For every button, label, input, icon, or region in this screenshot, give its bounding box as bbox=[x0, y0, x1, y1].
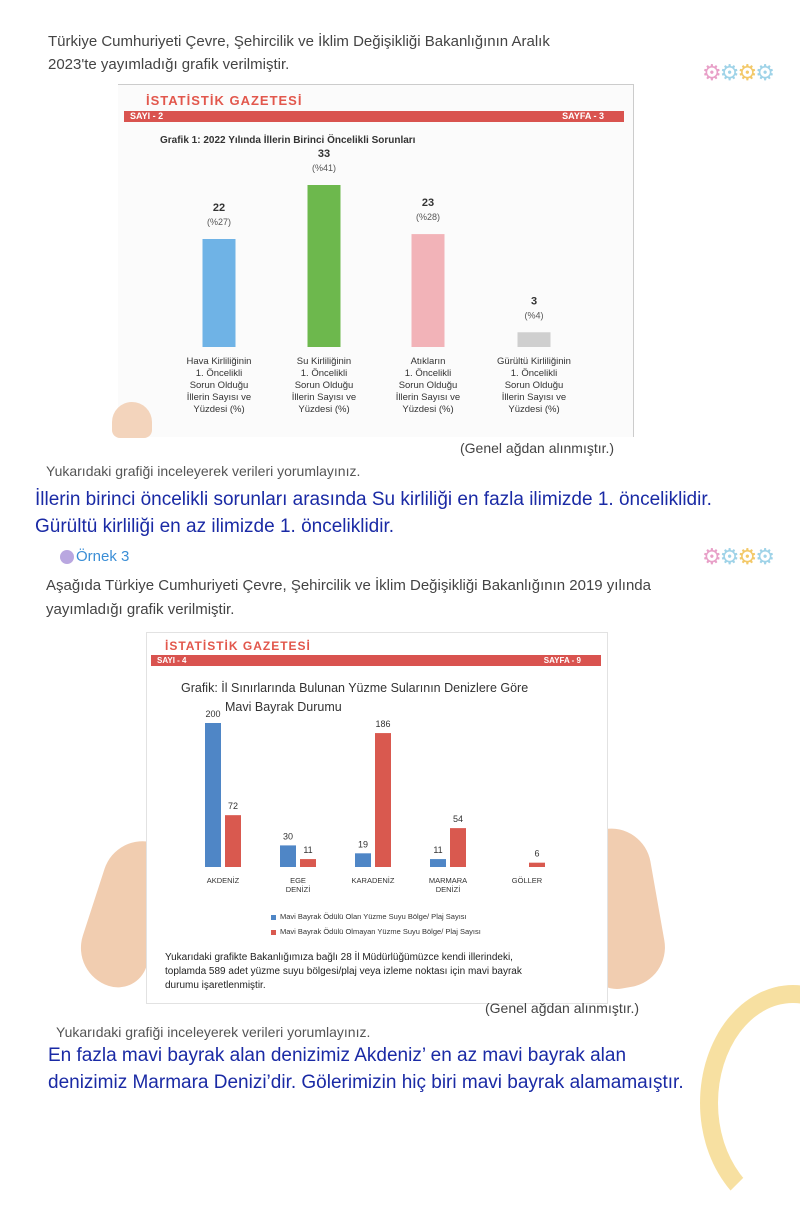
chart-2-bar-s0-0 bbox=[205, 723, 221, 867]
chart-1-category-label-1-1: 1. Öncelikli bbox=[300, 368, 348, 379]
gazette-1-issue: SAYI - 2 bbox=[130, 111, 164, 121]
answer-1-line-2: Gürültü kirliliği en az ilimizde 1. önceliklidir. bbox=[35, 516, 395, 537]
chart-1-value-label-3: 3 bbox=[530, 295, 538, 308]
chart-1-value-label-0: 22 bbox=[212, 202, 226, 214]
intro-line-1: Türkiye Cumhuriyeti Çevre, Şehircilik ve İklim Değişikliği Bakanlığının Aralık bbox=[48, 33, 550, 50]
desc-2-line-3: durumu işaretlenmiştir. bbox=[165, 980, 266, 991]
chart-2-category-label-3-1: DENİZİ bbox=[435, 885, 461, 894]
chart-2-value-label-s0-0: 200 bbox=[205, 709, 221, 719]
gazette-1-title: İSTATİSTİK GAZETESİ bbox=[146, 93, 303, 108]
intro-line-2: 2023'te yayımladığı grafik verilmiştir. bbox=[48, 56, 290, 73]
chart-2-panel bbox=[146, 632, 608, 1004]
chart-1-category-label-2-4: Yüzdesi (%) bbox=[402, 404, 454, 415]
chart-1-category-label-3-4: Yüzdesi (%) bbox=[508, 404, 560, 415]
chart-2-bar-s0-1 bbox=[280, 845, 296, 867]
chart-1-svg bbox=[118, 85, 633, 437]
chart-2-value-label-s0-3: 11 bbox=[433, 845, 443, 856]
chart-2-category-label-3-0: MARMARA bbox=[428, 876, 468, 885]
chart-1-percent-label-0: (%27) bbox=[206, 217, 232, 227]
decorative-arc bbox=[700, 985, 800, 1221]
answer-1-line-1: İllerin birinci öncelikli sorunları arasında Su kirliliği en fazla ilimizde 1. önceliklidir. bbox=[35, 489, 712, 510]
question-1: Yukarıdaki grafiği inceleyerek verileri yorumlayınız. bbox=[46, 463, 361, 479]
gazette-1-page: SAYFA - 3 bbox=[562, 111, 604, 121]
chart-1-category-label-3-3: İllerin Sayısı ve bbox=[501, 392, 567, 403]
chart-1-category-label-0-1: 1. Öncelikli bbox=[195, 368, 243, 379]
chart-1-title: Grafik 1: 2022 Yılında İllerin Birinci Öncelikli Sorunları bbox=[160, 135, 416, 146]
chart-1-category-label-2-3: İllerin Sayısı ve bbox=[395, 392, 461, 403]
chart-2-value-label-s1-2: 186 bbox=[375, 719, 391, 730]
chart-2-value-label-s1-4: 6 bbox=[534, 848, 540, 859]
chart-1-category-label-1-0: Su Kirliliğinin bbox=[296, 356, 352, 367]
gazette-2-page: SAYFA - 9 bbox=[543, 656, 581, 665]
chart-1-category-label-1-2: Sorun Olduğu bbox=[294, 380, 354, 391]
gazette-2-title: İSTATİSTİK GAZETESİ bbox=[165, 639, 311, 653]
gazette-2-issue: SAYI - 4 bbox=[157, 656, 187, 665]
chart-2-bar-s1-3 bbox=[450, 828, 466, 867]
legend-swatch-1 bbox=[271, 915, 276, 920]
chart-2-category-label-0-0: AKDENİZ bbox=[206, 876, 240, 885]
chart-1-value-label-2: 23 bbox=[421, 197, 435, 210]
chart-1-panel bbox=[118, 84, 634, 437]
chart-2-bar-s0-3 bbox=[430, 859, 446, 867]
desc-2-line-1: Yukarıdaki grafikte Bakanlığımıza bağlı 28 İl Müdürlüğümüzce kendi illerindeki, bbox=[165, 952, 513, 963]
chart-2-description bbox=[165, 951, 595, 993]
chart-1-bar-0 bbox=[203, 239, 236, 347]
chart-1-bar-1 bbox=[308, 185, 341, 347]
chart-1-category-label-0-3: İllerin Sayısı ve bbox=[186, 392, 252, 403]
chart-1-percent-label-1: (%41) bbox=[311, 163, 337, 173]
chart-2-bar-s1-1 bbox=[300, 859, 316, 867]
chart-2-value-label-s1-3: 54 bbox=[452, 814, 464, 825]
legend-swatch-2 bbox=[271, 930, 276, 935]
ornek-3-badge bbox=[60, 548, 129, 565]
chart-1-category-label-3-0: Gürültü Kirliliğinin bbox=[497, 356, 571, 367]
gears-icon-2: ⚙⚙⚙⚙ bbox=[702, 544, 773, 569]
desc-2-line-2: toplamda 589 adet yüzme suyu bölgesi/plaj veya izleme noktası için mavi bayrak bbox=[165, 966, 522, 977]
chart-2-svg bbox=[147, 633, 607, 943]
legend-label-1: Mavi Bayrak Ödülü Olan Yüzme Suyu Bölge/ Plaj Sayısı bbox=[280, 912, 467, 921]
chart-2-category-label-1-0: EGE bbox=[290, 876, 306, 885]
chart-1-category-label-2-0: Atıkların bbox=[410, 356, 446, 367]
chart-1-category-label-2-1: 1. Öncelikli bbox=[404, 368, 452, 379]
answer-1 bbox=[35, 486, 797, 540]
answer-2-line-1: En fazla mavi bayrak alan denizimiz Akdeniz’ en az mavi bayrak alan bbox=[48, 1045, 627, 1066]
chart-1-percent-label-2: (%28) bbox=[415, 212, 441, 223]
chart-2-bar-s1-2 bbox=[375, 733, 391, 867]
legend-item-1 bbox=[271, 912, 481, 921]
chart-2-value-label-s1-0: 72 bbox=[227, 801, 239, 812]
source-note-2: (Genel ağdan alınmıştır.) bbox=[485, 1000, 640, 1016]
chart-2-category-label-1-1: DENİZİ bbox=[285, 885, 311, 894]
legend-label-2: Mavi Bayrak Ödülü Olmayan Yüzme Suyu Bölge/ Plaj Sayısı bbox=[280, 927, 481, 936]
intro-2-line-1: Aşağıda Türkiye Cumhuriyeti Çevre, Şehircilik ve İklim Değişikliği Bakanlığının 2019 yılında bbox=[46, 577, 651, 594]
chart-2-legend bbox=[271, 912, 481, 936]
chart-2-value-label-s0-2: 19 bbox=[357, 839, 369, 850]
legend-item-2 bbox=[271, 927, 481, 936]
chart-2-value-label-s0-1: 30 bbox=[282, 831, 294, 842]
chart-1-category-label-2-2: Sorun Olduğu bbox=[398, 380, 458, 391]
chart-1-category-label-3-2: Sorun Olduğu bbox=[504, 380, 564, 391]
chart-1-bar-3 bbox=[518, 332, 551, 347]
chart-1-category-label-1-3: İllerin Sayısı ve bbox=[291, 392, 357, 403]
gears-icon: ⚙⚙⚙⚙ bbox=[702, 60, 773, 85]
ornek-3-icon bbox=[60, 550, 74, 564]
question-2: Yukarıdaki grafiği inceleyerek verileri yorumlayınız. bbox=[56, 1024, 371, 1040]
intro-paragraph-2 bbox=[46, 574, 726, 622]
chart-2-bar-s1-0 bbox=[225, 815, 241, 867]
chart-2-category-label-2-0: KARADENİZ bbox=[351, 876, 395, 885]
chart-1-category-label-0-4: Yüzdesi (%) bbox=[193, 404, 245, 415]
chart-1-bar-2 bbox=[412, 234, 445, 347]
source-note-1: (Genel ağdan alınmıştır.) bbox=[460, 440, 615, 456]
chart-2-bar-s1-4 bbox=[529, 863, 545, 867]
intro-2-line-2: yayımladığı grafik verilmiştir. bbox=[46, 601, 235, 618]
chart-2-title-line-1: Grafik: İl Sınırlarında Bulunan Yüzme Sularının Denizlere Göre bbox=[181, 681, 529, 695]
chart-1-category-label-0-0: Hava Kirliliğinin bbox=[186, 356, 252, 367]
answer-2 bbox=[48, 1042, 788, 1096]
chart-2-title-line-2: Mavi Bayrak Durumu bbox=[225, 700, 342, 714]
ornek-3-label: Örnek 3 bbox=[76, 548, 130, 565]
chart-2-bar-s0-2 bbox=[355, 853, 371, 867]
chart-2-category-label-4-0: GÖLLER bbox=[511, 876, 543, 885]
answer-2-line-2: denizimiz Marmara Denizi’dir. Gölerimizin hiç biri mavi bayrak alamamaıştır. bbox=[48, 1072, 684, 1093]
chart-1-category-label-1-4: Yüzdesi (%) bbox=[298, 404, 350, 415]
hand-left-1 bbox=[112, 402, 152, 438]
chart-1-category-label-0-2: Sorun Olduğu bbox=[189, 380, 249, 391]
intro-paragraph-1 bbox=[48, 30, 708, 76]
chart-2-value-label-s1-1: 11 bbox=[303, 845, 313, 856]
chart-1-category-label-3-1: 1. Öncelikli bbox=[510, 368, 558, 379]
chart-1-percent-label-3: (%4) bbox=[524, 310, 544, 321]
chart-1-value-label-1: 33 bbox=[317, 148, 331, 160]
